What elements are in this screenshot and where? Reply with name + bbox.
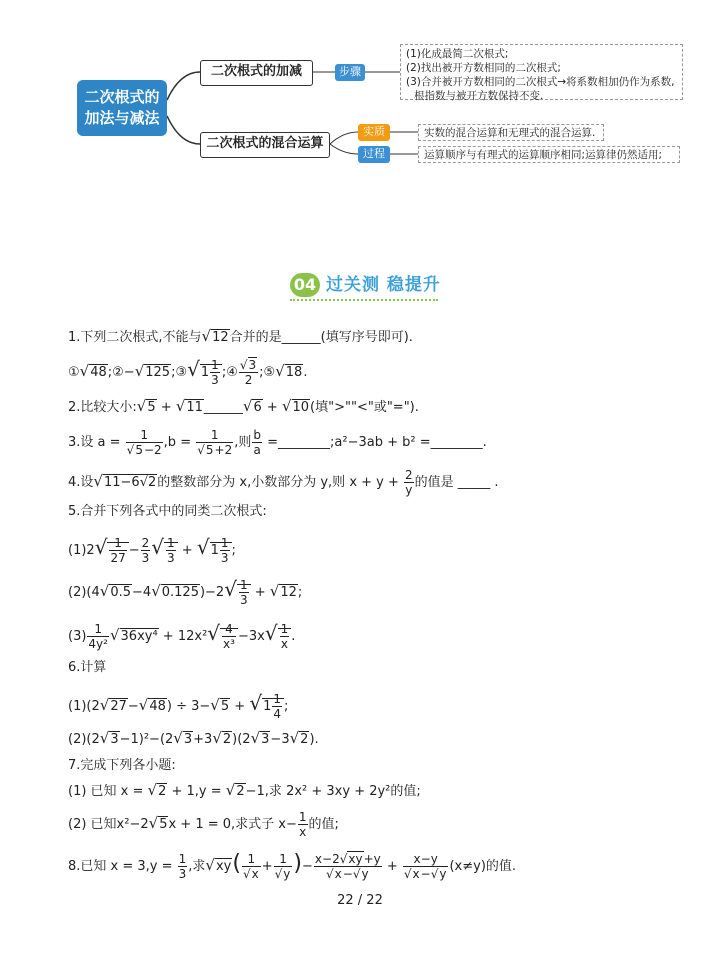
question-8: 8.已知 x = 3,y = $\frac{1}{3}$ ,求√xy( $\frac{1}{√x}$ + $\frac{1}{√y}$ )− $\frac{x-2√xy+y}{√x-√y}$ + $\frac{x-y}{√x-√y}$ (x≠y)的值. bbox=[68, 851, 517, 881]
tag-steps: 步骤 bbox=[335, 64, 365, 81]
question-7-title: 7.完成下列各小题: bbox=[68, 758, 176, 773]
question-5-3: (3) $\frac{1}{\text{4y²}}$ √36xy⁴ + 12x²√ $\frac{4}{\text{x³}}$ −3x√ $\frac{1}{x}$ . bbox=[68, 621, 296, 651]
essence-note: 实数的混合运算和无理式的混合运算. bbox=[418, 124, 604, 141]
mindmap-branch-add: 二次根式的加减 bbox=[200, 60, 313, 86]
process-note: 运算顺序与有理式的运算顺序相同;运算律仍然适用; bbox=[418, 146, 680, 163]
question-6-1: (1)(2√27−√48) ÷ 3−√5 + √1 $\frac{1}{4}$ ; bbox=[68, 691, 289, 721]
tag-essence: 实质 bbox=[358, 124, 390, 141]
question-7-2: (2) 已知x²−2√5x + 1 = 0,求式子 x− $\frac{1}{x}$ 的值; bbox=[68, 810, 339, 839]
question-4: 4.设√11−6√2的整数部分为 x,小数部分为 y,则 x + y + $\frac{2}{y}$ 的值是 _____ . bbox=[68, 468, 499, 497]
section-number: 04 bbox=[290, 273, 320, 297]
mindmap-branch-mixed: 二次根式的混合运算 bbox=[200, 132, 330, 158]
question-5-2: (2)(4√0.5−4√0.125)−2√ $\frac{1}{3}$ + √12; bbox=[68, 577, 303, 607]
question-2: 2.比较大小:√5 + √11______√6 + √10(填">""<"或"="). bbox=[68, 397, 419, 415]
question-1-options: ①√48;②−√125;③√1 $\frac{1}{3}$ ;④ $\frac{√3}{2}$ ;⑤√18. bbox=[68, 357, 308, 387]
question-5-title: 5.合并下列各式中的同类二次根式: bbox=[68, 504, 267, 519]
question-7-1: (1) 已知 x = √2 + 1,y = √2−1,求 2x² + 3xy + 2y²的值; bbox=[68, 781, 421, 799]
section-title: 过关测 稳提升 bbox=[326, 275, 441, 295]
question-5-1: (1)2√ $\frac{1}{27}$ − $\frac{2}{3}$ √ $\frac{1}{3}$ + √1 $\frac{1}{3}$ ; bbox=[68, 535, 236, 565]
tag-process: 过程 bbox=[358, 146, 390, 163]
page-number: 22 / 22 bbox=[337, 893, 383, 908]
steps-note: (1)化成最简二次根式; (2)找出被开方数相同的二次根式; (3)合并被开方数相同的二次根式→将系数相加仍作为系数, 根指数与被开方数保持不变. bbox=[400, 44, 683, 100]
section-underline bbox=[290, 299, 438, 301]
question-1: 1.下列二次根式,不能与√12合并的是______(填写序号即可). bbox=[68, 327, 413, 345]
question-3: 3.设 a = $\frac{1}{√5-2}$ ,b = $\frac{1}{√5+2}$ ,则 $\frac{b}{a}$ =________;a²−3ab + b² =________. bbox=[68, 428, 487, 457]
question-6-2: (2)(2√3−1)²−(2√3+3√2)(2√3−3√2). bbox=[68, 729, 319, 747]
mindmap-root: 二次根式的 加法与减法 bbox=[77, 80, 167, 136]
question-6-title: 6.计算 bbox=[68, 660, 107, 675]
